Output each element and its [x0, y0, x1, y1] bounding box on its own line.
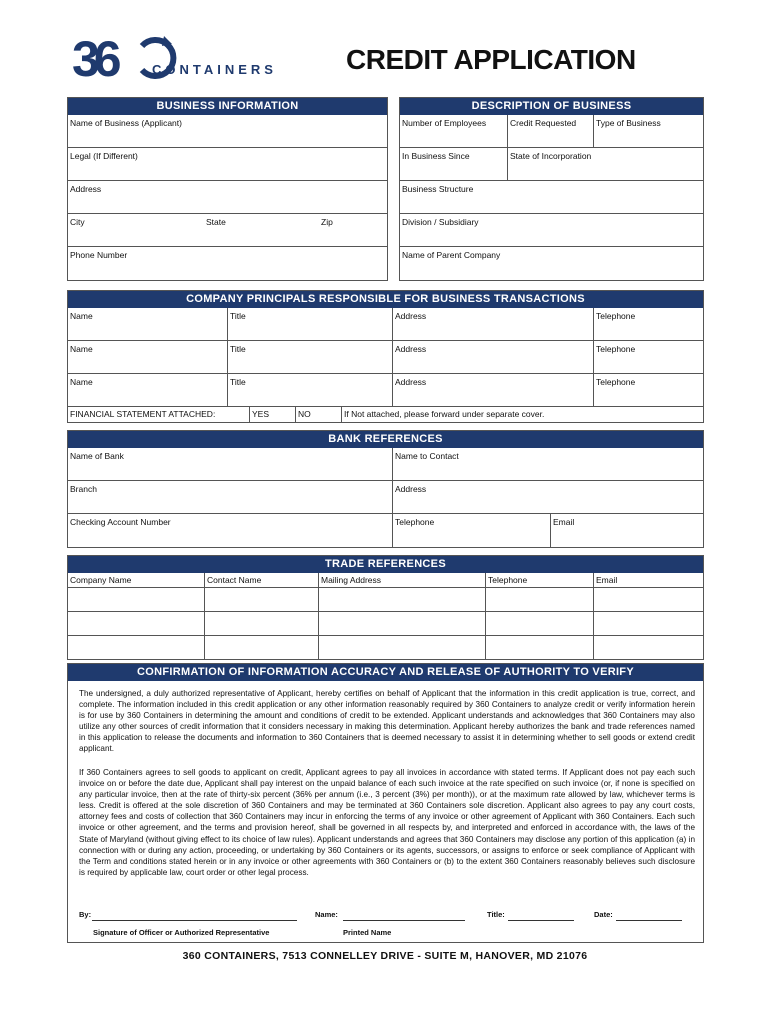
division-label: Division / Subsidiary: [402, 217, 479, 227]
trade-company-cell[interactable]: [68, 636, 205, 659]
principal-name-field[interactable]: [68, 308, 228, 341]
logo-text: CONTAINERS: [152, 62, 277, 77]
principal-name-label: Name: [70, 377, 93, 387]
parent-company-field[interactable]: [400, 247, 703, 280]
trade-contact-cell[interactable]: [205, 636, 319, 659]
bank-contact-field[interactable]: [393, 448, 703, 481]
division-field[interactable]: [400, 214, 703, 247]
bank-telephone-label: Telephone: [395, 517, 435, 527]
legal-name-field[interactable]: [68, 148, 387, 181]
name-label: Name:: [315, 910, 338, 919]
principal-title-field[interactable]: [228, 374, 393, 407]
trade-telephone-cell[interactable]: [486, 588, 594, 612]
address-field[interactable]: [68, 181, 387, 214]
principal-title-label: Title: [230, 344, 246, 354]
branch-label: Branch: [70, 484, 97, 494]
phone-field[interactable]: [68, 247, 387, 280]
signature-line[interactable]: [92, 920, 297, 921]
trade-mailing-cell[interactable]: [319, 612, 486, 636]
state-label: State: [206, 217, 226, 227]
checking-account-label: Checking Account Number: [70, 517, 171, 527]
bank-references-header: BANK REFERENCES: [68, 431, 703, 448]
company-logo: [72, 28, 287, 84]
financial-statement-label: FINANCIAL STATEMENT ATTACHED:: [70, 409, 216, 419]
trade-email-cell[interactable]: [594, 612, 703, 636]
principal-address-label: Address: [395, 311, 427, 321]
trade-company-cell[interactable]: [68, 588, 205, 612]
trade-contact-header: [205, 573, 319, 588]
date-line[interactable]: [616, 920, 682, 921]
financial-yes-option[interactable]: [250, 407, 296, 422]
incorporation-label: State of Incorporation: [510, 151, 592, 161]
business-name-field[interactable]: [68, 115, 387, 148]
description-header: DESCRIPTION OF BUSINESS: [400, 98, 703, 115]
principal-telephone-field[interactable]: [594, 374, 703, 407]
business-info-header: BUSINESS INFORMATION: [68, 98, 387, 115]
trade-company-cell[interactable]: [68, 612, 205, 636]
principal-telephone-label: Telephone: [596, 344, 636, 354]
footer-address: 360 CONTAINERS, 7513 CONNELLEY DRIVE - SUITE M, HANOVER, MD 21076: [182, 950, 588, 962]
title-line[interactable]: [508, 920, 574, 921]
trade-company-header: [68, 573, 205, 588]
principal-name-field[interactable]: [68, 374, 228, 407]
principal-telephone-label: Telephone: [596, 377, 636, 387]
business-name-label: Name of Business (Applicant): [70, 118, 182, 128]
city-state-zip-field[interactable]: [68, 214, 387, 247]
principal-name-label: Name: [70, 344, 93, 354]
phone-label: Phone Number: [70, 250, 128, 260]
parent-company-label: Name of Parent Company: [402, 250, 501, 260]
bank-name-label: Name of Bank: [70, 451, 124, 461]
title-label: Title:: [487, 910, 505, 919]
financial-no-option[interactable]: [296, 407, 342, 422]
trade-contact-cell[interactable]: [205, 612, 319, 636]
legal-name-label: Legal (If Different): [70, 151, 138, 161]
incorporation-field[interactable]: [508, 148, 703, 181]
bank-email-field[interactable]: [551, 514, 703, 547]
city-label: City: [70, 217, 85, 227]
trade-contact-cell[interactable]: [205, 588, 319, 612]
trade-email-cell[interactable]: [594, 636, 703, 659]
trade-telephone-cell[interactable]: [486, 612, 594, 636]
structure-label: Business Structure: [402, 184, 474, 194]
no-label: NO: [298, 409, 311, 419]
financial-statement-label-cell: [68, 407, 250, 422]
trade-telephone-label: Telephone: [488, 575, 528, 585]
trade-company-label: Company Name: [70, 575, 132, 585]
employees-field[interactable]: [400, 115, 508, 148]
yes-label: YES: [252, 409, 270, 419]
principal-name-field[interactable]: [68, 341, 228, 374]
checking-account-field[interactable]: [68, 514, 393, 547]
financial-note: [342, 407, 703, 422]
name-line[interactable]: [343, 920, 465, 921]
trade-email-header: [594, 573, 703, 588]
principal-title-label: Title: [230, 311, 246, 321]
principal-address-field[interactable]: [393, 308, 594, 341]
confirmation-header: CONFIRMATION OF INFORMATION ACCURACY AND RELEASE OF AUTHORITY TO VERIFY: [68, 664, 703, 681]
trade-mailing-cell[interactable]: [319, 636, 486, 659]
principal-telephone-label: Telephone: [596, 311, 636, 321]
confirmation-paragraph-2: If 360 Containers agrees to sell goods to applicant on credit, Applicant agrees to pay all invoices in accordance with stated terms. If Applicant does not pay each such invoice on or before the date due, Applicant shall pay interest on the unpaid balance of each such invoice at the rate specified on such invoice (or, if none is specified on any particular invoice, then at the rate of thirty-six percent (36% per annum (i.e., 3 percent (3%) per month)), or at the maximum rate allowed by law, whichever terms is less. Credit is offered at the sole discretion of 360 Containers and may be terminated at 360 Containers sole discretion. Applicant also agrees to pay any court costs, attorney fees and costs of collection that 360 Containers may incur in enforcing the terms of any invoice or other agreement of Applicant with 360 Containers. Each such invoice or other agreement, and the terms and provision hereof, shall be governed in all respects by, and interpreted and enforced in accordance with, the laws of the State of Maryland (without giving effect to its choice of law rules). Applicant understands and agrees that 360 Containers may disclose any portion of this application (a) in connection with or during any action, proceeding, or undertaking by 360 Containers or its agents, successors, or assigns to enforce or seek compliance of Applicant with the Term and conditions stated herein or in any invoice or other agreements with 360 Containers or (b) to the extent 360 Containers reasonably believes such disclosure is required by applicable law, court order or other legal process.: [79, 768, 695, 877]
trade-mailing-header: [319, 573, 486, 588]
bank-address-label: Address: [395, 484, 427, 494]
principal-telephone-field[interactable]: [594, 308, 703, 341]
principal-address-label: Address: [395, 377, 427, 387]
trade-mailing-label: Mailing Address: [321, 575, 382, 585]
bank-contact-label: Name to Contact: [395, 451, 459, 461]
confirmation-paragraph-1: The undersigned, a duly authorized representative of Applicant, hereby certifies on behalf of Applicant that the information in this credit application is true, correct, and complete. The information included in this credit application or any other information reasonably required by 360 Containers to analyze credit or verify information herein is for use by 360 Containers in determining the amount and conditions of credit to be extended. Applicant understands and acknowledges that 360 Containers may also utilize any other sources of credit information that it considers necessary in making this determination. Applicant hereby authorizes the bank and trade references named in this application to release the documents and information to 360 Containers that is deemed necessary to assist it in determining whether to sell goods or extend credit applicant.: [79, 689, 695, 754]
principal-address-field[interactable]: [393, 374, 594, 407]
zip-label: Zip: [321, 217, 333, 227]
by-label: By:: [79, 910, 92, 919]
structure-field[interactable]: [400, 181, 703, 214]
trade-email-cell[interactable]: [594, 588, 703, 612]
bank-email-label: Email: [553, 517, 575, 527]
principal-address-label: Address: [395, 344, 427, 354]
bank-address-field[interactable]: [393, 481, 703, 514]
financial-note-text: If Not attached, please forward under separate cover.: [344, 409, 545, 419]
business-since-field[interactable]: [400, 148, 508, 181]
branch-field[interactable]: [68, 481, 393, 514]
trade-telephone-header: [486, 573, 594, 588]
principal-title-field[interactable]: [228, 308, 393, 341]
principals-header: COMPANY PRINCIPALS RESPONSIBLE FOR BUSINESS TRANSACTIONS: [68, 291, 703, 308]
principal-address-field[interactable]: [393, 341, 594, 374]
trade-references-header: TRADE REFERENCES: [68, 556, 703, 573]
principal-title-label: Title: [230, 377, 246, 387]
trade-telephone-cell[interactable]: [486, 636, 594, 659]
svg-text:36: 36: [72, 31, 116, 84]
principal-title-field[interactable]: [228, 341, 393, 374]
printed-name-caption: Printed Name: [343, 928, 392, 937]
date-label: Date:: [594, 910, 613, 919]
business-type-field[interactable]: [594, 115, 703, 148]
trade-email-label: Email: [596, 575, 618, 585]
business-since-label: In Business Since: [402, 151, 470, 161]
trade-contact-label: Contact Name: [207, 575, 262, 585]
page-title: CREDIT APPLICATION: [346, 44, 636, 75]
address-label: Address: [70, 184, 102, 194]
employees-label: Number of Employees: [402, 118, 487, 128]
credit-requested-field[interactable]: [508, 115, 594, 148]
principal-name-label: Name: [70, 311, 93, 321]
bank-name-field[interactable]: [68, 448, 393, 481]
signature-caption: Signature of Officer or Authorized Representative: [93, 928, 270, 937]
business-type-label: Type of Business: [596, 118, 661, 128]
trade-mailing-cell[interactable]: [319, 588, 486, 612]
bank-telephone-field[interactable]: [393, 514, 551, 547]
credit-requested-label: Credit Requested: [510, 118, 577, 128]
principal-telephone-field[interactable]: [594, 341, 703, 374]
